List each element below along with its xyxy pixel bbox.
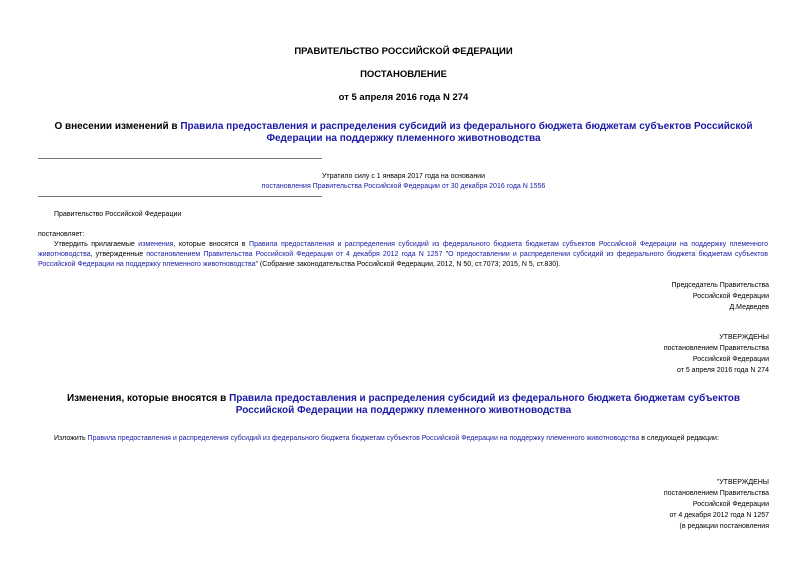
approved-line-2: постановлением Правительства xyxy=(663,345,769,352)
notice-decree-link[interactable]: постановления Правительства Российской Федерации от 30 декабря 2016 года N 1556 xyxy=(261,183,546,190)
approved-block xyxy=(664,332,769,376)
instruction-paragraph xyxy=(54,434,774,444)
instruction-prefix: Изложить xyxy=(54,435,88,442)
divider-bottom xyxy=(38,196,322,197)
p1-text-b: , которые вносятся в xyxy=(173,241,250,248)
signature-line-2: Российской Федерации xyxy=(692,293,769,300)
decree-1257-link[interactable]: постановлением Правительства Российской Федерации от 4 декабря 2012 года N 1257 xyxy=(146,251,443,258)
instruction-suffix: в следующей редакции: xyxy=(639,435,719,442)
approved2-line-1: "УТВЕРЖДЕНЫ xyxy=(716,479,769,486)
rules-link[interactable]: Правила предоставления и распределения субсидий из федерального бюджета бюджетам субъектов Российской Федерации на поддержку племенного животноводства xyxy=(38,241,768,258)
p1-text-a: Утвердить прилагаемые xyxy=(54,241,139,248)
p1-text-d: " xyxy=(442,251,449,258)
approved-2012-block xyxy=(664,477,769,532)
intro-text: Правительство Российской Федерации xyxy=(54,211,182,218)
approved-line-4: от 5 апреля 2016 года N 274 xyxy=(676,367,769,374)
approved2-line-3: Российской Федерации xyxy=(692,501,769,508)
doc-type-heading: ПОСТАНОВЛЕНИЕ xyxy=(360,69,447,80)
document-title xyxy=(40,121,767,145)
p1-text-e: " (Собрание законодательства Российской Федерации, 2012, N 50, ст.7073; 2015, N 5, ст.830). xyxy=(255,261,561,268)
title-rules-link[interactable]: Правила предоставления и распределения субсидий из федерального бюджета бюджетам субъектов Российской Федерации на поддержку племенного животноводства xyxy=(180,121,753,144)
approved-line-3: Российской Федерации xyxy=(692,356,769,363)
government-heading: ПРАВИТЕЛЬСТВО РОССИЙСКОЙ ФЕДЕРАЦИИ xyxy=(294,46,513,57)
paragraph-1 xyxy=(38,240,768,270)
approved2-line-5: (в редакции постановления xyxy=(679,523,769,530)
signature-line-3: Д.Медведев xyxy=(729,304,769,311)
approved2-line-4: от 4 декабря 2012 года N 1257 xyxy=(669,512,769,519)
approved2-line-2: постановлением Правительства xyxy=(663,490,769,497)
changes-link[interactable]: изменения xyxy=(138,241,174,248)
divider-top xyxy=(38,158,322,159)
changes-title-rules-link[interactable]: Правила предоставления и распределения субсидий из федерального бюджета бюджетам субъектов Российской Федерации на поддержку племенного животноводства xyxy=(229,393,740,416)
decree-title-link[interactable]: О предоставлении и распределении субсидий из федерального бюджета бюджетам субъектов Российской Федерации на поддержку племенного животноводства xyxy=(38,251,768,268)
signature-block xyxy=(672,280,769,313)
changes-title-prefix: Изменения, которые вносятся в xyxy=(66,393,230,404)
instruction-rules-link[interactable]: Правила предоставления и распределения субсидий из федерального бюджета бюджетам субъектов Российской Федерации на поддержку племенного животноводства xyxy=(87,435,640,442)
p1-text-c: , утвержденные xyxy=(90,251,147,258)
decrees-text: постановляет: xyxy=(38,231,85,238)
approved-line-1: УТВЕРЖДЕНЫ xyxy=(719,334,769,341)
changes-title xyxy=(40,393,767,417)
title-prefix: О внесении изменений в xyxy=(54,121,181,132)
signature-line-1: Председатель Правительства xyxy=(671,282,769,289)
date-number-heading: от 5 апреля 2016 года N 274 xyxy=(338,92,469,103)
notice-link-line xyxy=(0,182,807,192)
notice-line: Утратило силу с 1 января 2017 года на основании xyxy=(321,173,486,180)
